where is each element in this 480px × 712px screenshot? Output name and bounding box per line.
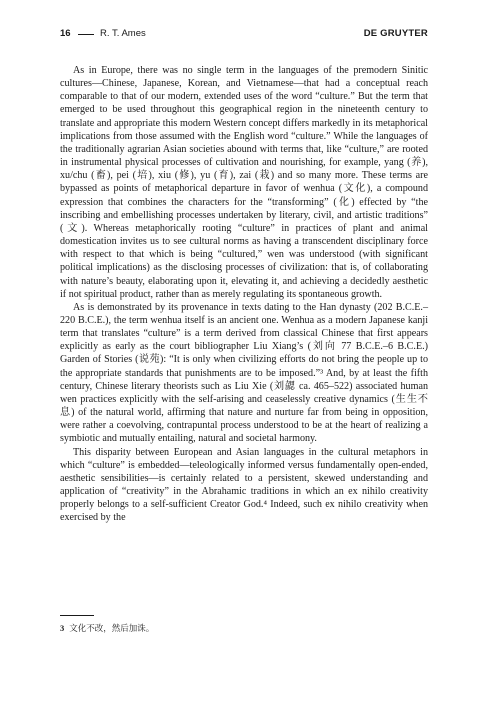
footnote-text: 文化不改，然后加诛。 — [69, 623, 155, 633]
footnote — [60, 623, 428, 634]
paragraph: This disparity between European and Asian languages in the cultural metaphors in which “culture” is embedded—teleologically informed versus fundamentally open-ended, aesthetic sensibilities—is certainly related to a persistent, skewed understanding and application of “creativity” in the Abrahamic traditions in which an ex nihilo creativity properly belongs to a self-sufficient Creator God.⁴ Indeed, such ex nihilo creativity when exercised by the — [60, 446, 428, 524]
header-rule — [78, 34, 94, 35]
publisher-logo: DE GRUYTER — [363, 28, 428, 39]
footnote-number: 3 — [60, 623, 65, 633]
running-header — [60, 28, 428, 42]
paragraph: As is demonstrated by its provenance in texts dating to the Han dynasty (202 B.C.E.–220 B.C.E.), the term wenhua itself is an ancient one. Wenhua as a modern Japanese kanji term that translates “culture” is a term derived from classical Chinese that first appears explicitly as early as the court bibliographer Liu Xiang’s (刘向 77 B.C.E.–6 B.C.E.) Garden of Stories (说苑): “It is only when civilizing efforts do not bring the people up to the appropriate standards that punishments are to be imposed.”³ And, by at least the fifth century, Chinese literary theorists such as Liu Xie (刘勰 ca. 465–522) associated human wen practices explicitly with the self-arising and ceaselessly creative dynamics (生生不息) of the natural world, affirming that nature and nurture far from being in opposition, were rather a coevolving, contrapuntal process understood to be at the heart of realizing a symbiotic and mutually entailing, natural and societal harmony. — [60, 301, 428, 445]
body-text — [60, 64, 428, 524]
paragraph: As in Europe, there was no single term in the languages of the premodern Sinitic cultures—Chinese, Japanese, Korean, and Vietnamese—that had a conceptual reach comparable to that of our modern, extended uses of the word “culture.” But the term that emerged to be used throughout this geographical region in the nineteenth century to translate and appropriate this modern Western concept differs markedly in its metaphorical implications from those assumed with the English word “culture.” While the languages of the traditionally agrarian Asian societies abound with terms that, like “culture,” are rooted in instrumental physical processes of cultivation and nourishing, for example, yang (养), xu/chu (畜), pei (培), xiu (修), yu (育), zai (栽) and so many more. These terms are bypassed as points of metaphorical departure in favor of wenhua (文化), a compound expression that combines the characters for the “transforming” (化) effected by “the inscribing and embellishing processes undertaken by literary, civil, and artistic traditions” (文). Whereas metaphorically rooting “culture” in practices of plant and animal domestication invites us to see cultural norms as having a transcendent disciplinary force with respect to that which is being “cultured,” wen was understood (with significant political implications) as the disclosing processes of civilization: that is, of collaborating with nature’s beauty, elaborating upon it, elevating it, and achieving a decidedly aesthetic if not spiritual product, rather than as merely regulating its spontaneous growth. — [60, 65, 428, 300]
page-number: 16 — [60, 28, 71, 39]
footnote-rule — [60, 615, 94, 616]
running-author: R. T. Ames — [100, 28, 146, 39]
